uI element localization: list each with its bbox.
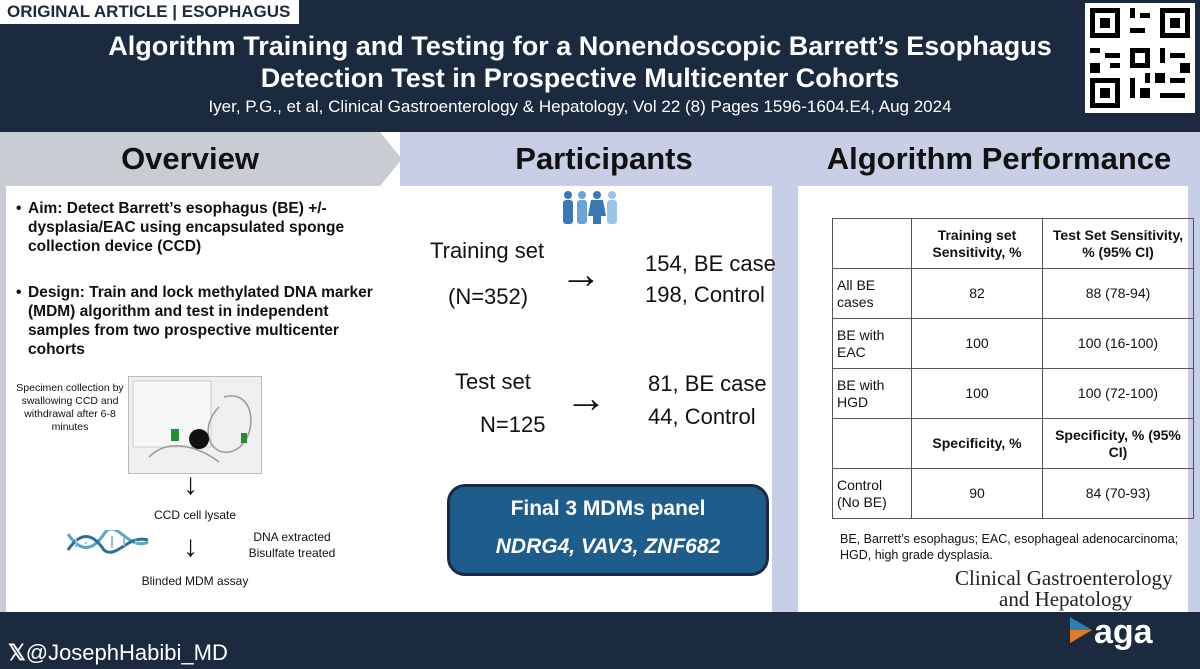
journal-logo xyxy=(955,568,1200,610)
step-dna-extracted: DNA extracted xyxy=(253,530,331,544)
x-logo-icon: 𝕏 xyxy=(8,640,26,665)
row-label: All BE cases xyxy=(833,269,912,319)
mdm-panel-markers: NDRG4, VAV3, ZNF682 xyxy=(495,535,721,558)
test-value: 88 (78-94) xyxy=(1043,269,1194,319)
right-arrow-icon: → xyxy=(560,250,602,297)
table-row xyxy=(833,469,1194,519)
step-cell-lysate: CCD cell lysate xyxy=(153,508,237,522)
test-set-n: N=125 xyxy=(480,412,546,437)
title-line-1: Algorithm Training and Testing for a Nonendoscopic Barrett’s Esophagus xyxy=(108,31,1052,61)
article-title xyxy=(90,30,1070,94)
design-text: Design: Train and lock methylated DNA marker (MDM) algorithm and test in independent samples from two prospective multicenter cohorts xyxy=(28,284,373,358)
participants-heading: Participants xyxy=(400,132,798,186)
col-test-sensitivity: Test Set Sensitivity, % (95% CI) xyxy=(1043,219,1194,269)
citation: Iyer, P.G., et al, Clinical Gastroenterology & Hepatology, Vol 22 (8) Pages 1596-1604.E4, Aug 2024 xyxy=(208,97,952,116)
row-label: Control (No BE) xyxy=(833,469,912,519)
training-set-label: Training set xyxy=(430,238,545,263)
sponge-device-photo xyxy=(128,376,262,474)
down-arrow-icon: ↓ xyxy=(183,530,198,563)
panel-divider xyxy=(772,132,798,612)
performance-heading: Algorithm Performance xyxy=(798,132,1200,186)
row-label: BE with EAC xyxy=(833,319,912,369)
step-blinded-assay: Blinded MDM assay xyxy=(141,574,249,588)
handle-text: @JosephHabibi_MD xyxy=(25,640,228,665)
test-value: 100 (72-100) xyxy=(1043,369,1194,419)
training-case-count: 154, BE case xyxy=(645,251,776,276)
test-value: 84 (70-93) xyxy=(1043,469,1194,519)
table-footnote: BE, Barrett’s esophagus; EAC, esophageal adenocarcinoma; HGD, high grade dysplasia. xyxy=(840,532,1179,562)
title-line-2: Detection Test in Prospective Multicenter Cohorts xyxy=(260,63,900,93)
step-bisulfate-treated: Bisulfate treated xyxy=(248,546,336,560)
col-training-specificity: Specificity, % xyxy=(912,419,1043,469)
people-icon xyxy=(560,190,620,231)
test-set-label: Test set xyxy=(455,369,531,394)
down-arrow-icon: ↓ xyxy=(183,468,198,501)
mdm-panel-box xyxy=(447,484,769,576)
mdm-panel-title: Final 3 MDMs panel xyxy=(510,497,706,520)
col-training-sensitivity: Training set Sensitivity, % xyxy=(912,219,1043,269)
performance-table xyxy=(832,218,1194,519)
journal-name-line-2: and Hepatology xyxy=(999,587,1133,611)
test-case-count: 81, BE case xyxy=(648,371,767,396)
row-label: BE with HGD xyxy=(833,369,912,419)
test-value: 100 (16-100) xyxy=(1043,319,1194,369)
right-arrow-icon: → xyxy=(565,374,607,421)
journal-name-line-1: Clinical Gastroenterology xyxy=(955,566,1173,590)
training-value: 100 xyxy=(912,369,1043,419)
test-control-count: 44, Control xyxy=(648,404,756,429)
article-category-tag: ORIGINAL ARTICLE | ESOPHAGUS xyxy=(0,0,299,24)
specimen-caption: Specimen collection by swallowing CCD and withdrawal after 6-8 minutes xyxy=(16,382,124,433)
col-test-specificity: Specificity, % (95% CI) xyxy=(1043,419,1194,469)
table-row xyxy=(833,269,1194,319)
training-value: 100 xyxy=(912,319,1043,369)
training-control-count: 198, Control xyxy=(645,282,765,307)
social-handle[interactable] xyxy=(8,640,228,666)
specificity-header-row xyxy=(833,419,1194,469)
table-row xyxy=(833,319,1194,369)
aga-logo xyxy=(1068,612,1153,652)
overview-heading: Overview xyxy=(0,132,380,186)
aim-text: Aim: Detect Barrett’s esophagus (BE) +/- dysplasia/EAC using encapsulated sponge collection device (CCD) xyxy=(28,200,345,255)
aga-brand: aga xyxy=(1094,613,1153,651)
dna-helix-icon xyxy=(66,530,150,561)
design-bullet: • Design: Train and lock methylated DNA marker (MDM) algorithm and test in independent samples from two prospective multicenter cohorts xyxy=(16,284,373,358)
training-value: 90 xyxy=(912,469,1043,519)
table-row xyxy=(833,369,1194,419)
training-set-n: (N=352) xyxy=(448,284,529,309)
table-header-row xyxy=(833,219,1194,269)
qr-code-icon[interactable] xyxy=(1085,3,1195,113)
arrow-divider xyxy=(798,132,812,186)
aim-bullet: • Aim: Detect Barrett’s esophagus (BE) +/- dysplasia/EAC using encapsulated sponge collection device (CCD) xyxy=(16,200,345,255)
left-stripe xyxy=(0,186,6,612)
aga-triangle-icon xyxy=(1068,615,1094,645)
training-value: 82 xyxy=(912,269,1043,319)
